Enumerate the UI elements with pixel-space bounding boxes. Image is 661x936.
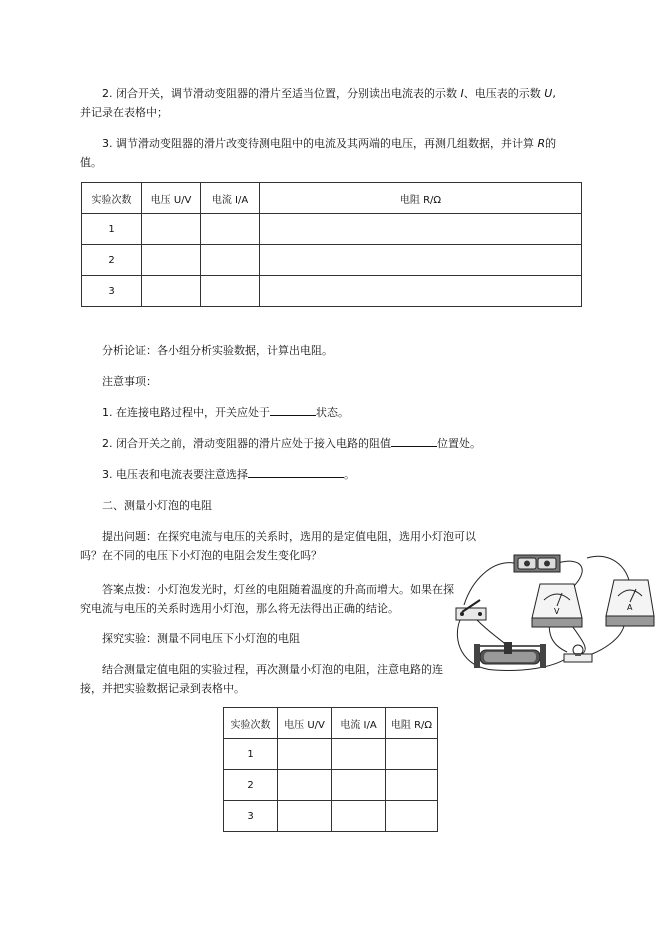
note-2-blank[interactable] xyxy=(391,434,437,447)
step-2-line2: 并记录在表格中； xyxy=(80,106,168,119)
header-current: 电流 I/A xyxy=(332,708,386,739)
voltmeter-label: V xyxy=(554,607,560,616)
current-cell[interactable] xyxy=(201,214,260,245)
voltage-cell[interactable] xyxy=(278,739,332,770)
light-bulb xyxy=(564,645,592,662)
sliding-rheostat xyxy=(474,642,546,668)
note-2-pre: 2. 闭合开关之前，滑动变阻器的滑片应处于接入电路的阻值 xyxy=(102,437,391,450)
step-3-text xyxy=(80,134,580,153)
resistance-var: R xyxy=(537,137,546,150)
step-2-text: 2. 闭合开关，调节滑动变阻器的滑片至适当位置，分别读出电流表的示数 I、电压表的示数 U, xyxy=(102,87,556,100)
header-current: 电流 I/A xyxy=(201,183,260,214)
note-2-post: 位置处。 xyxy=(437,437,481,450)
resistance-cell[interactable] xyxy=(260,245,582,276)
table-row xyxy=(224,770,438,801)
resistance-cell[interactable] xyxy=(386,739,438,770)
table-row xyxy=(224,801,438,832)
header-voltage: 电压 U/V xyxy=(278,708,332,739)
header-resistance: 电阻 R/Ω xyxy=(386,708,438,739)
answer-text: 答案点拨：小灯泡发光时，灯丝的电阻随着温度的升高而增大。如果在探究电流与电压的关系时选用小灯泡，那么将无法得出正确的结论。 xyxy=(80,583,454,615)
current-cell[interactable] xyxy=(332,801,386,832)
trial-number: 3 xyxy=(82,276,142,307)
resistance-cell[interactable] xyxy=(386,770,438,801)
voltage-cell[interactable] xyxy=(142,276,201,307)
table-row xyxy=(82,245,582,276)
trial-number: 3 xyxy=(224,801,278,832)
note-3-pre: 3. 电压表和电流表要注意选择 xyxy=(102,468,248,481)
step-2-mid: 、电压表的示数 xyxy=(463,87,541,100)
trial-number: 1 xyxy=(224,739,278,770)
voltage-cell[interactable] xyxy=(278,770,332,801)
analysis-text: 分析论证：各小组分析实验数据，计算出电阻。 xyxy=(102,344,333,357)
trial-number: 2 xyxy=(82,245,142,276)
voltage-var: U xyxy=(544,87,553,100)
current-cell[interactable] xyxy=(201,245,260,276)
resistance-cell[interactable] xyxy=(260,214,582,245)
notes-title: 注意事项： xyxy=(102,375,157,388)
voltage-cell[interactable] xyxy=(278,801,332,832)
step-3-line2: 值。 xyxy=(80,156,102,169)
battery-box xyxy=(514,555,560,572)
note-2 xyxy=(80,434,580,453)
table-header-row xyxy=(82,183,582,214)
header-trial: 实验次数 xyxy=(224,708,278,739)
note-3-blank[interactable] xyxy=(248,465,344,478)
current-cell[interactable] xyxy=(332,770,386,801)
voltmeter xyxy=(532,584,582,627)
header-resistance: 电阻 R/Ω xyxy=(260,183,582,214)
header-voltage: 电压 U/V xyxy=(142,183,201,214)
experiment-text: 探究实验：测量不同电压下小灯泡的电阻 xyxy=(102,632,300,645)
table-row xyxy=(82,214,582,245)
note-1-post: 状态。 xyxy=(316,406,349,419)
current-cell[interactable] xyxy=(201,276,260,307)
circuit-apparatus-illustration xyxy=(452,540,656,680)
voltage-cell[interactable] xyxy=(142,214,201,245)
question-text: 提出问题：在探究电流与电压的关系时，选用的是定值电阻，选用小灯泡可以吗？在不同的电压下小灯泡的电阻会发生变化吗？ xyxy=(80,530,476,562)
table-row xyxy=(224,739,438,770)
trial-number: 1 xyxy=(82,214,142,245)
note-3 xyxy=(80,465,580,484)
step-3-line1: 3. 调节滑动变阻器的滑片改变待测电阻中的电流及其两端的电压，再测几组数据，并计算 xyxy=(102,137,534,150)
ammeter-label: A xyxy=(627,603,633,612)
current-cell[interactable] xyxy=(332,739,386,770)
ammeter xyxy=(606,580,654,626)
instruction-text: 结合测量定值电阻的实验过程，再次测量小灯泡的电阻，注意电路的连接，并把实验数据记录到表格中。 xyxy=(80,663,443,695)
note-1 xyxy=(80,403,580,422)
section-2-title: 二、测量小灯泡的电阻 xyxy=(102,499,212,512)
data-table-1 xyxy=(81,182,582,307)
step-2-line1: 2. 闭合开关，调节滑动变阻器的滑片至适当位置，分别读出电流表的示数 xyxy=(102,87,457,100)
resistance-cell[interactable] xyxy=(260,276,582,307)
current-var: I xyxy=(460,87,464,100)
resistance-cell[interactable] xyxy=(386,801,438,832)
voltage-cell[interactable] xyxy=(142,245,201,276)
step-3-tail: 的 xyxy=(545,137,557,150)
trial-number: 2 xyxy=(224,770,278,801)
header-trial: 实验次数 xyxy=(82,183,142,214)
table-row xyxy=(82,276,582,307)
knife-switch xyxy=(456,600,486,620)
note-3-post: 。 xyxy=(344,468,355,481)
note-1-pre: 1. 在连接电路过程中，开关应处于 xyxy=(102,406,270,419)
table-header-row xyxy=(224,708,438,739)
data-table-2 xyxy=(223,707,438,832)
note-1-blank[interactable] xyxy=(270,403,316,416)
